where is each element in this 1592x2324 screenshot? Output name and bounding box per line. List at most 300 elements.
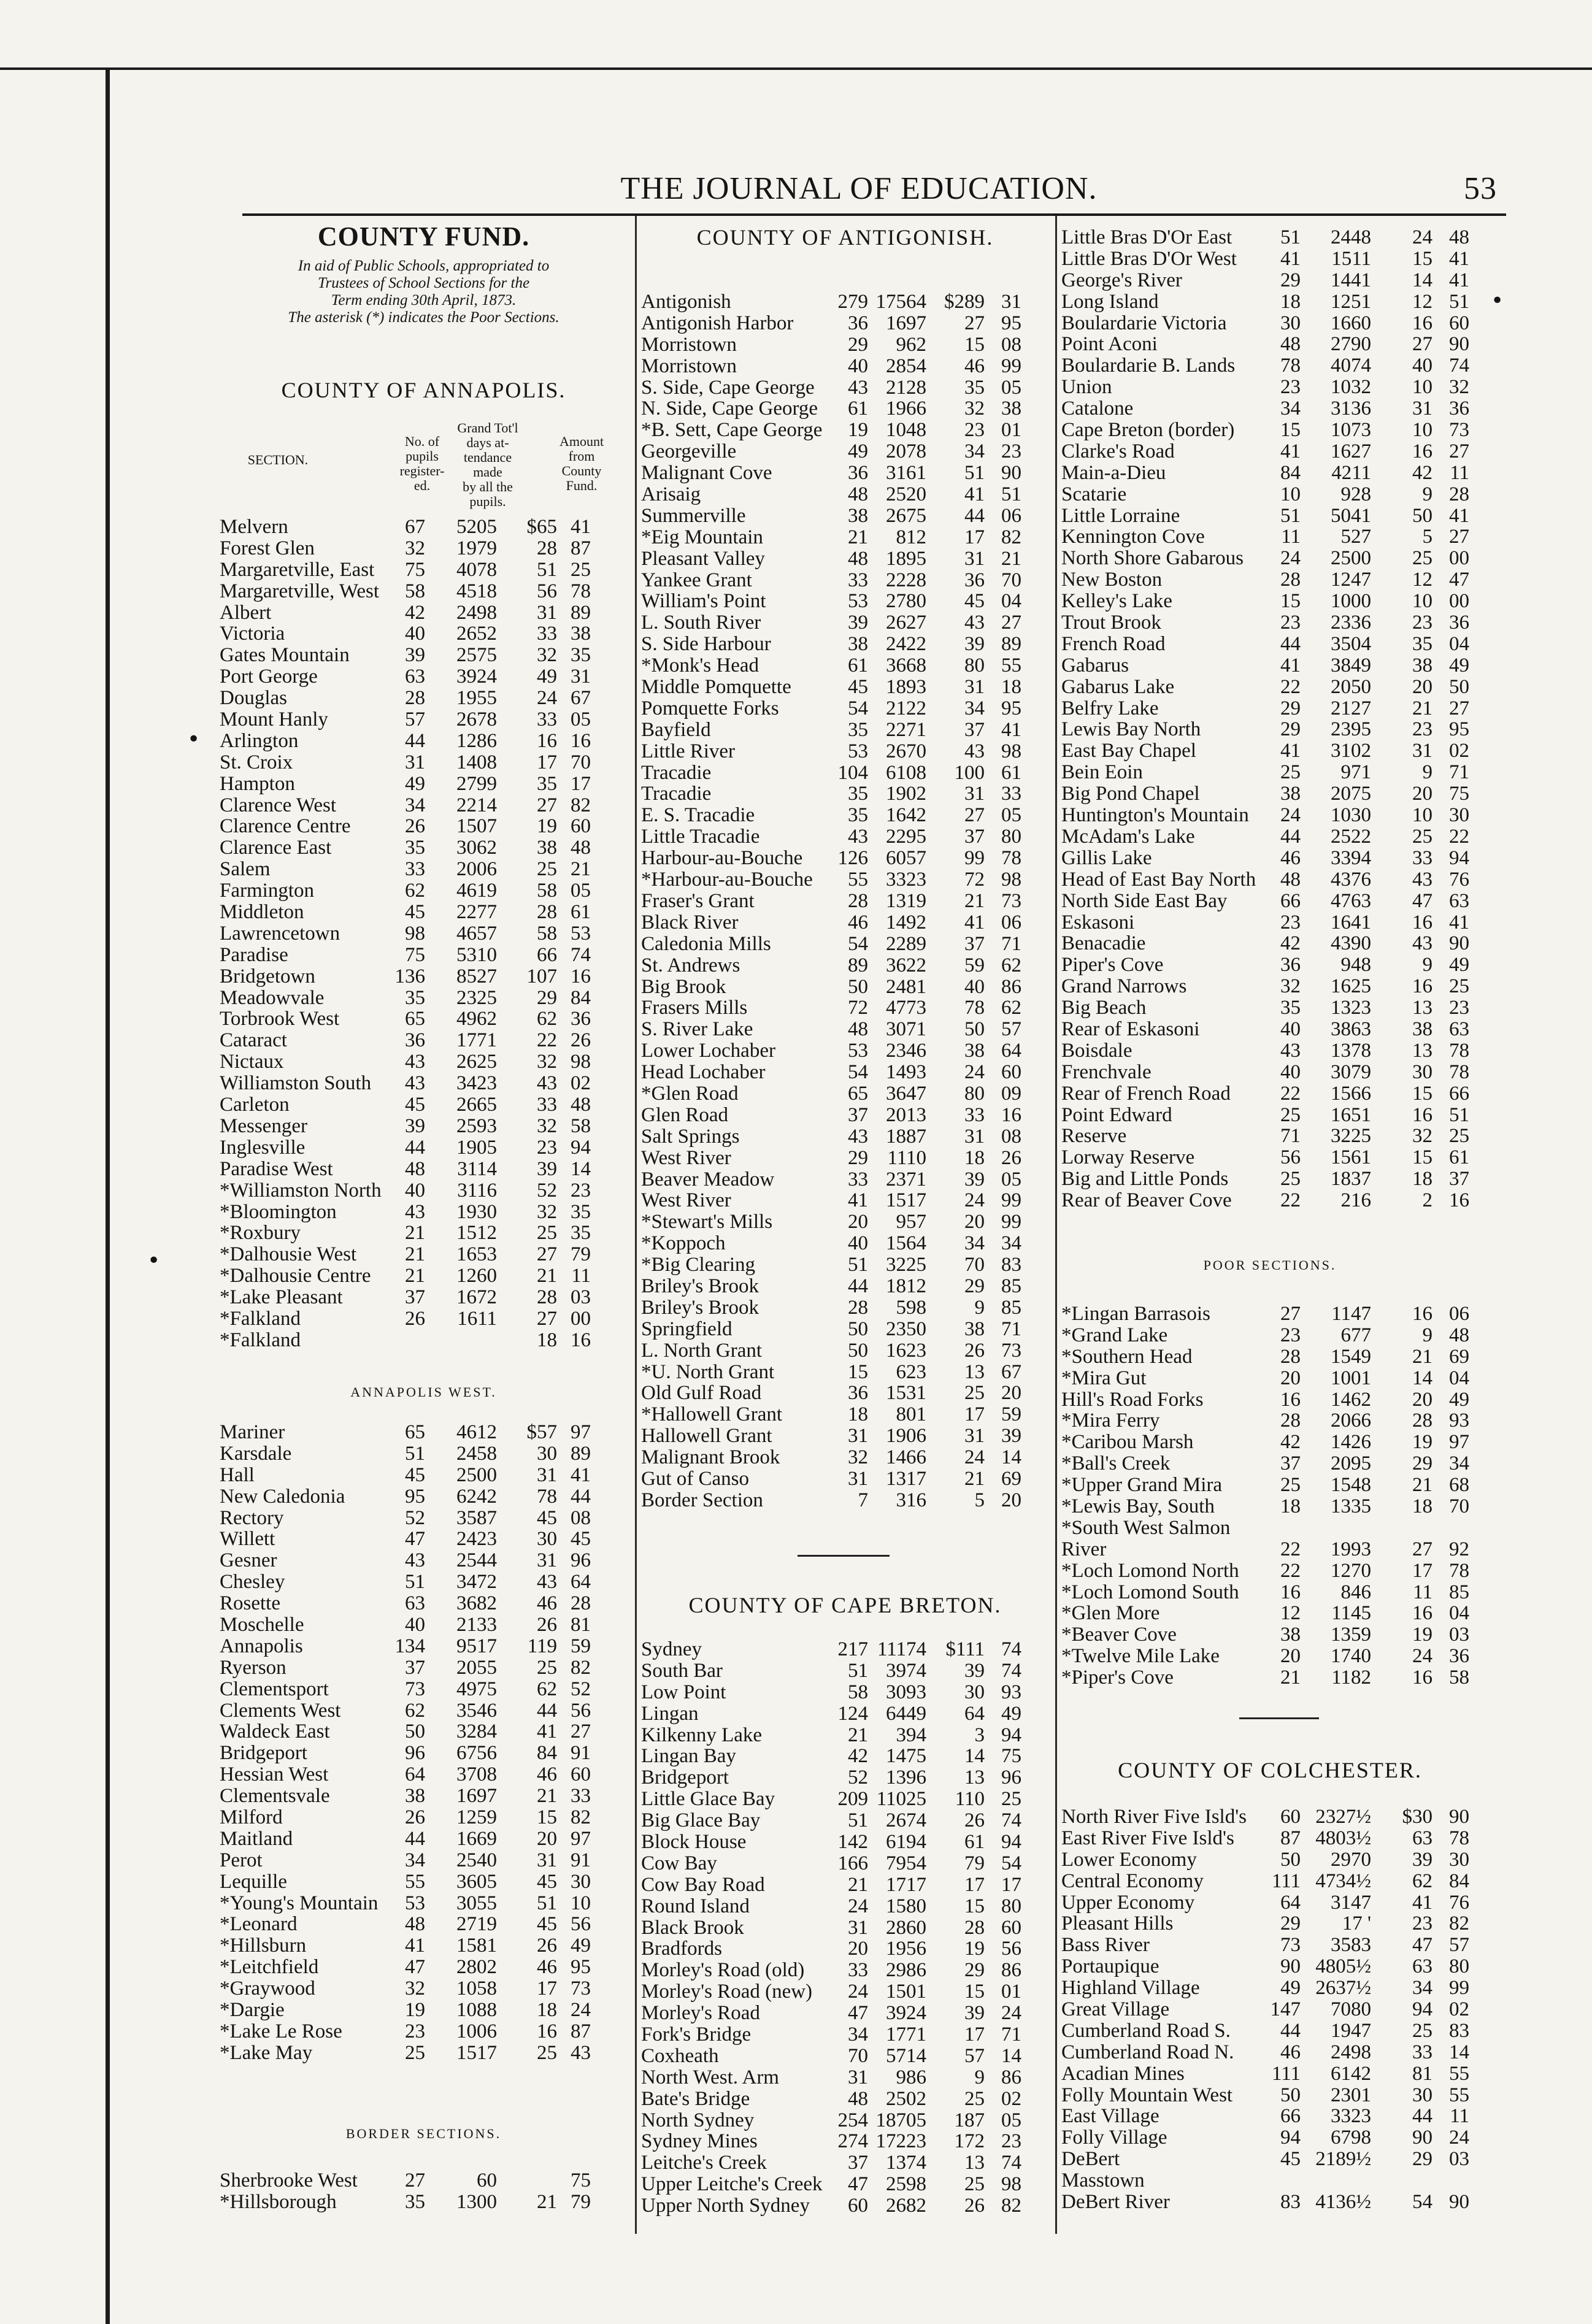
amount-cents: 48 [571, 1094, 591, 1116]
table-row [641, 2088, 1049, 2110]
pupils-registered: 63 [405, 1592, 425, 1615]
attendance-days: 2006 [456, 858, 497, 881]
amount-cents: 74 [1449, 355, 1469, 377]
attendance-days: 2502 [886, 2087, 926, 2110]
table-row [1061, 2106, 1479, 2127]
amount-dollars: 10 [1412, 419, 1432, 442]
table-row [220, 1785, 628, 1807]
amount-dollars: 56 [537, 580, 557, 602]
amount-dollars: 81 [1412, 2062, 1432, 2085]
table-row [220, 966, 628, 988]
table-row [220, 859, 628, 880]
attendance-days: 2075 [1331, 783, 1371, 805]
section-name: Gut of Canso [641, 1468, 749, 1490]
attendance-days: 3116 [457, 1179, 497, 1202]
amount-cents: 30 [1449, 804, 1469, 827]
table-row [1061, 2042, 1479, 2063]
amount-cents: 25 [571, 558, 591, 581]
amount-cents: 08 [1001, 333, 1021, 356]
section-name: Willett [220, 1528, 275, 1551]
attendance-days: 3102 [1331, 740, 1371, 762]
attendance-days: 3924 [456, 665, 497, 688]
amount-cents: 86 [1001, 975, 1021, 998]
table-row [641, 2152, 1049, 2174]
section-name: Inglesville [220, 1137, 306, 1159]
amount-dollars: 66 [537, 943, 557, 966]
amount-cents: 25 [1449, 975, 1469, 998]
attendance-days: 2719 [456, 1913, 497, 1936]
pupils-registered: 126 [837, 847, 868, 870]
amount-dollars: 5 [974, 1489, 985, 1511]
pupils-registered: 73 [405, 1678, 425, 1700]
attendance-days: 1930 [456, 1200, 497, 1223]
amount-dollars: 36 [964, 569, 985, 591]
attendance-days: 1317 [886, 1467, 926, 1490]
amount-cents: 30 [1449, 1848, 1469, 1871]
amount-dollars: 40 [1412, 355, 1432, 377]
attendance-days: 2228 [886, 569, 926, 591]
attendance-days: 1501 [886, 1981, 926, 2003]
amount-dollars: 16 [1412, 1103, 1432, 1126]
amount-cents: 38 [1001, 397, 1021, 420]
amount-cents: 03 [1449, 1624, 1469, 1646]
amount-dollars: 51 [537, 1892, 557, 1914]
amount-cents: 82 [571, 794, 591, 816]
table-row [641, 805, 1049, 826]
pupils-registered: 16 [1280, 1388, 1301, 1411]
table-row [220, 752, 628, 773]
pupils-registered: 49 [405, 772, 425, 795]
amount-cents: 85 [1449, 1581, 1469, 1603]
attendance-days: 2128 [886, 376, 926, 399]
table-row [1061, 1496, 1479, 1517]
amount-dollars: 25 [1412, 547, 1432, 570]
attendance-days: 1517 [886, 1189, 926, 1212]
section-name: S. River Lake [641, 1019, 753, 1041]
section-name: *Mira Gut [1061, 1367, 1147, 1389]
amount-cents: 23 [1001, 2130, 1021, 2153]
pupils-registered: 38 [1280, 1624, 1301, 1646]
amount-dollars: 99 [964, 847, 985, 870]
section-name: North West. Arm [641, 2066, 779, 2088]
table-row [641, 741, 1049, 762]
table-row [641, 1468, 1049, 1490]
amount-dollars: 54 [1412, 2191, 1432, 2214]
section-name: Farmington [220, 880, 314, 902]
table-row [1061, 334, 1479, 355]
amount-dollars: 9 [1422, 483, 1432, 505]
amount-dollars: $30 [1402, 1806, 1432, 1828]
amount-dollars: 32 [537, 1200, 557, 1223]
attendance-days: 2013 [886, 1103, 926, 1126]
section-name: Big and Little Ponds [1061, 1168, 1229, 1191]
pupils-registered: 43 [848, 1125, 868, 1148]
amount-cents: 90 [1001, 462, 1021, 485]
scan-top-edge [0, 67, 1592, 70]
section-name: Gillis Lake [1061, 847, 1152, 869]
amount-cents: 55 [1001, 654, 1021, 677]
table-row [220, 1764, 628, 1785]
amount-dollars: 50 [1412, 504, 1432, 527]
attendance-days: 2670 [886, 740, 926, 762]
attendance-days: 2544 [456, 1549, 497, 1572]
section-name: Trout Brook [1061, 612, 1161, 634]
attendance-days: 1697 [886, 312, 926, 334]
column-divider [1055, 216, 1057, 2234]
amount-cents: 31 [1001, 291, 1021, 313]
pupils-registered: 84 [1280, 461, 1301, 484]
pupils-registered: 43 [405, 1051, 425, 1073]
amount-cents: 04 [1001, 590, 1021, 613]
amount-dollars: 21 [964, 1467, 985, 1490]
amount-dollars: 28 [964, 1916, 985, 1939]
scan-binding-edge [106, 67, 110, 2324]
amount-dollars: 24 [964, 1061, 985, 1084]
attendance-days: 1378 [1331, 1039, 1371, 1062]
amount-cents: 95 [1001, 697, 1021, 719]
amount-cents: 11 [1450, 461, 1469, 484]
pupils-registered: 19 [405, 1999, 425, 2022]
table-row [641, 2046, 1049, 2067]
amount-cents: 08 [571, 1506, 591, 1529]
attendance-days: 5310 [456, 943, 497, 966]
attendance-days: 3225 [1331, 1125, 1371, 1148]
table-row [641, 848, 1049, 869]
section-name: Bridgeport [641, 1767, 729, 1789]
amount-cents: 90 [1449, 2191, 1469, 2214]
table-row [1061, 1432, 1479, 1453]
pupils-registered: 42 [405, 601, 425, 624]
section-name: *Upper Grand Mira [1061, 1475, 1223, 1497]
table-row [641, 1896, 1049, 1917]
attendance-days: 598 [896, 1296, 926, 1319]
amount-dollars: 30 [964, 1681, 985, 1703]
attendance-days: 1507 [456, 815, 497, 838]
amount-cents: 99 [1001, 355, 1021, 377]
amount-cents: 57 [1001, 1018, 1021, 1041]
table-row [220, 923, 628, 945]
pupils-registered: 20 [1280, 1367, 1301, 1389]
pupils-registered: 43 [405, 1200, 425, 1223]
amount-cents: 16 [1001, 1103, 1021, 1126]
pupils-registered: 35 [848, 718, 868, 741]
amount-cents: 67 [571, 687, 591, 710]
attendance-days: 1653 [456, 1243, 497, 1266]
section-name: Kelley's Lake [1061, 591, 1172, 613]
amount-dollars: 29 [1412, 2148, 1432, 2171]
attendance-days: 1251 [1331, 290, 1371, 313]
pupils-registered: 43 [405, 1549, 425, 1572]
section-name: Lorway Reserve [1061, 1147, 1195, 1169]
amount-cents: 01 [1001, 419, 1021, 442]
amount-dollars: 25 [537, 858, 557, 881]
section-name: *Falkland [220, 1329, 301, 1351]
attendance-days: 1286 [456, 729, 497, 752]
attendance-days: 2540 [456, 1849, 497, 1871]
pupils-registered: 29 [1280, 1912, 1301, 1935]
attendance-days: 3708 [456, 1763, 497, 1786]
amount-dollars: 16 [1412, 1602, 1432, 1625]
table-row [1061, 1040, 1479, 1062]
amount-dollars: 41 [964, 911, 985, 934]
amount-dollars: 100 [954, 761, 985, 784]
table-row [641, 869, 1049, 891]
section-name: Acadian Mines [1061, 2063, 1185, 2085]
table-row [641, 505, 1049, 527]
pupils-registered: 33 [848, 1959, 868, 1982]
pupils-registered: 50 [405, 1720, 425, 1743]
section-name: *Falkland [220, 1308, 301, 1330]
amount-cents: 27 [1001, 612, 1021, 634]
attendance-days: 1979 [456, 537, 497, 559]
attendance-days: 1651 [1331, 1103, 1371, 1126]
amount-dollars: 10 [1412, 804, 1432, 827]
table-row [1061, 398, 1479, 420]
section-name: *Southern Head [1061, 1346, 1193, 1368]
amount-cents: 83 [1449, 2019, 1469, 2042]
amount-dollars: 72 [964, 869, 985, 891]
table-row [641, 677, 1049, 698]
pupils-registered: 40 [405, 623, 425, 645]
pupils-registered: 25 [1280, 1103, 1301, 1126]
amount-cents: 14 [1001, 1446, 1021, 1469]
pupils-registered: 21 [848, 526, 868, 548]
amount-dollars: 61 [964, 1831, 985, 1854]
section-name: Grand Narrows [1061, 976, 1187, 998]
table-row [220, 1914, 628, 1935]
amount-cents: 03 [1449, 2148, 1469, 2171]
attendance-days: 1462 [1331, 1388, 1371, 1411]
attendance-days: 4074 [1331, 355, 1371, 377]
table-row [1061, 2020, 1479, 2042]
section-name: Ryerson [220, 1657, 286, 1679]
pupils-registered: 21 [405, 1222, 425, 1244]
pupils-registered: 47 [405, 1956, 425, 1979]
section-name: Union [1061, 377, 1112, 399]
amount-cents: 56 [1001, 1938, 1021, 1960]
amount-dollars: 2 [1422, 1189, 1432, 1212]
amount-cents: 97 [571, 1421, 591, 1443]
attendance-days: 1396 [886, 1766, 926, 1789]
pupils-registered: 75 [405, 943, 425, 966]
attendance-days: 2422 [886, 633, 926, 656]
table-row [641, 891, 1049, 912]
table-row [1061, 826, 1479, 848]
amount-cents: 53 [571, 922, 591, 945]
pupils-registered: 29 [848, 333, 868, 356]
amount-cents: 26 [571, 1029, 591, 1052]
amount-cents: 34 [1001, 1232, 1021, 1255]
amount-dollars: 39 [1412, 1848, 1432, 1871]
table-row [641, 1810, 1049, 1831]
amount-dollars: 15 [1412, 247, 1432, 270]
amount-cents: 56 [571, 1699, 591, 1722]
section-name: St. Croix [220, 751, 293, 773]
table-row [220, 602, 628, 624]
amount-cents: 71 [1001, 1317, 1021, 1340]
pupils-registered: 35 [405, 837, 425, 859]
section-name: *Twelve Mile Lake [1061, 1646, 1220, 1668]
amount-cents: 36 [1449, 1645, 1469, 1668]
section-name: *Graywood [220, 1978, 315, 2000]
pupils-registered: 31 [848, 1916, 868, 1939]
table-row [220, 623, 628, 645]
section-name: Gesner [220, 1550, 277, 1572]
section-name: Rear of French Road [1061, 1083, 1231, 1105]
table-row [641, 1981, 1049, 2003]
attendance-days: 4612 [456, 1421, 497, 1443]
amount-cents: 61 [1001, 761, 1021, 784]
pupils-registered: 57 [405, 708, 425, 731]
section-name: Cape Breton (border) [1061, 420, 1235, 441]
amount-cents: 51 [1449, 1103, 1469, 1126]
attendance-days: 3546 [456, 1699, 497, 1722]
table-row [220, 581, 628, 602]
pupils-registered: 35 [405, 986, 425, 1009]
table-row [220, 795, 628, 816]
section-name: Frenchvale [1061, 1061, 1152, 1083]
amount-cents: 16 [1449, 1189, 1469, 1212]
pupils-registered: 31 [848, 2066, 868, 2088]
amount-cents: 75 [1449, 783, 1469, 805]
amount-dollars: 39 [537, 1157, 557, 1180]
section-name: Masstown [1061, 2170, 1145, 2192]
amount-dollars: 30 [1412, 1060, 1432, 1083]
table-row [220, 1593, 628, 1614]
amount-cents: 02 [571, 1072, 591, 1095]
pupils-registered: 54 [848, 1061, 868, 1084]
attendance-days: 4734½ [1315, 1870, 1371, 1892]
section-name: Fork's Bridge [641, 2024, 752, 2046]
pupils-registered: 55 [405, 1870, 425, 1893]
amount-cents: 41 [571, 516, 591, 538]
pupils-registered: 20 [1280, 1645, 1301, 1668]
amount-cents: 52 [571, 1678, 591, 1700]
attendance-days: 60 [477, 2169, 497, 2192]
attendance-days: 1697 [456, 1785, 497, 1808]
section-name: New Caledonia [220, 1486, 345, 1508]
pupils-registered: 62 [405, 1699, 425, 1722]
section-name: DeBert River [1061, 2192, 1170, 2213]
table-row [220, 988, 628, 1009]
section-name: Margaretville, West [220, 580, 380, 602]
amount-cents: 41 [1001, 718, 1021, 741]
pupils-registered: 43 [1280, 1039, 1301, 1062]
section-name: Margaretville, East [220, 559, 375, 581]
section-name: Clarence Centre [220, 816, 351, 838]
amount-cents: 63 [1449, 889, 1469, 912]
attendance-days: 2498 [456, 601, 497, 624]
table-row [1061, 1147, 1479, 1168]
attendance-days: 2350 [886, 1317, 926, 1340]
amount-dollars: 31 [964, 1125, 985, 1148]
section-name: New Boston [1061, 569, 1163, 591]
amount-dollars: 27 [1412, 1538, 1432, 1560]
table-row [1061, 591, 1479, 612]
table-row [641, 719, 1049, 741]
pupils-registered: 63 [405, 665, 425, 688]
attendance-days: 2500 [456, 1463, 497, 1486]
amount-cents: 20 [1001, 1382, 1021, 1405]
colchester-table [1061, 1806, 1479, 2213]
amount-dollars: 27 [537, 1243, 557, 1266]
amount-dollars: 9 [974, 1296, 985, 1319]
attendance-days: 5205 [456, 516, 497, 538]
amount-dollars: 119 [527, 1635, 557, 1657]
table-row [220, 945, 628, 966]
section-name: Morley's Road [641, 2003, 760, 2025]
attendance-days: 1058 [456, 1977, 497, 2000]
section-name: *Glen More [1061, 1603, 1160, 1625]
section-name: Point Aconi [1061, 334, 1158, 356]
amount-dollars: 21 [537, 1785, 557, 1808]
section-name: Cow Bay [641, 1852, 717, 1874]
attendance-days: 1493 [886, 1061, 926, 1084]
table-row [1061, 1806, 1479, 1828]
amount-dollars: 43 [1412, 932, 1432, 955]
table-row [641, 1831, 1049, 1853]
pupils-registered: 21 [848, 1724, 868, 1746]
pupils-registered: 111 [1271, 1870, 1301, 1892]
pupils-registered: 66 [1280, 2105, 1301, 2128]
amount-cents: 96 [571, 1549, 591, 1572]
attendance-days: 1001 [1331, 1367, 1371, 1389]
amount-cents: 86 [1001, 2066, 1021, 2088]
amount-dollars: 94 [1412, 1998, 1432, 2021]
amount-cents: 08 [1001, 1125, 1021, 1148]
amount-dollars: 28 [537, 901, 557, 924]
table-row [641, 398, 1049, 420]
table-row [1061, 1105, 1479, 1126]
amount-cents: 92 [1449, 1538, 1469, 1560]
pupils-registered: 51 [1280, 226, 1301, 248]
section-name: Briley's Brook [641, 1297, 759, 1319]
amount-dollars: 51 [964, 462, 985, 485]
amount-dollars: 34 [964, 697, 985, 719]
attendance-days: 2675 [886, 504, 926, 527]
table-row [641, 1917, 1049, 1939]
attendance-days: 2593 [456, 1114, 497, 1137]
pupils-registered: 48 [405, 1913, 425, 1936]
amount-dollars: 17 [964, 526, 985, 548]
amount-cents: 41 [1449, 911, 1469, 934]
amount-cents: 90 [1449, 333, 1469, 356]
section-name: *Caribou Marsh [1061, 1432, 1194, 1454]
amount-cents: 69 [1001, 1467, 1021, 1490]
amount-cents: 89 [571, 601, 591, 624]
amount-dollars: 31 [537, 1849, 557, 1871]
section-name: *Dalhousie Centre [220, 1265, 371, 1287]
table-row [641, 1960, 1049, 1981]
amount-dollars: 47 [1412, 889, 1432, 912]
table-row [641, 655, 1049, 677]
section-name: Mount Hanly [220, 709, 328, 731]
pupils-registered: 7 [858, 1489, 868, 1511]
section-name: Bridgetown [220, 965, 315, 988]
amount-cents: 71 [1001, 2023, 1021, 2046]
pupils-registered: 33 [405, 858, 425, 881]
section-name: Morristown [641, 334, 737, 356]
pupils-registered: 27 [405, 2169, 425, 2192]
amount-cents: 95 [1001, 312, 1021, 334]
section-name: Bayfield [641, 719, 711, 741]
amount-dollars: 17 [537, 751, 557, 773]
attendance-days: 4803½ [1315, 1827, 1371, 1849]
table-row [1061, 1624, 1479, 1646]
amount-cents: 39 [1001, 1425, 1021, 1448]
table-row [1061, 2127, 1479, 2149]
section-name: DeBert [1061, 2149, 1120, 2171]
